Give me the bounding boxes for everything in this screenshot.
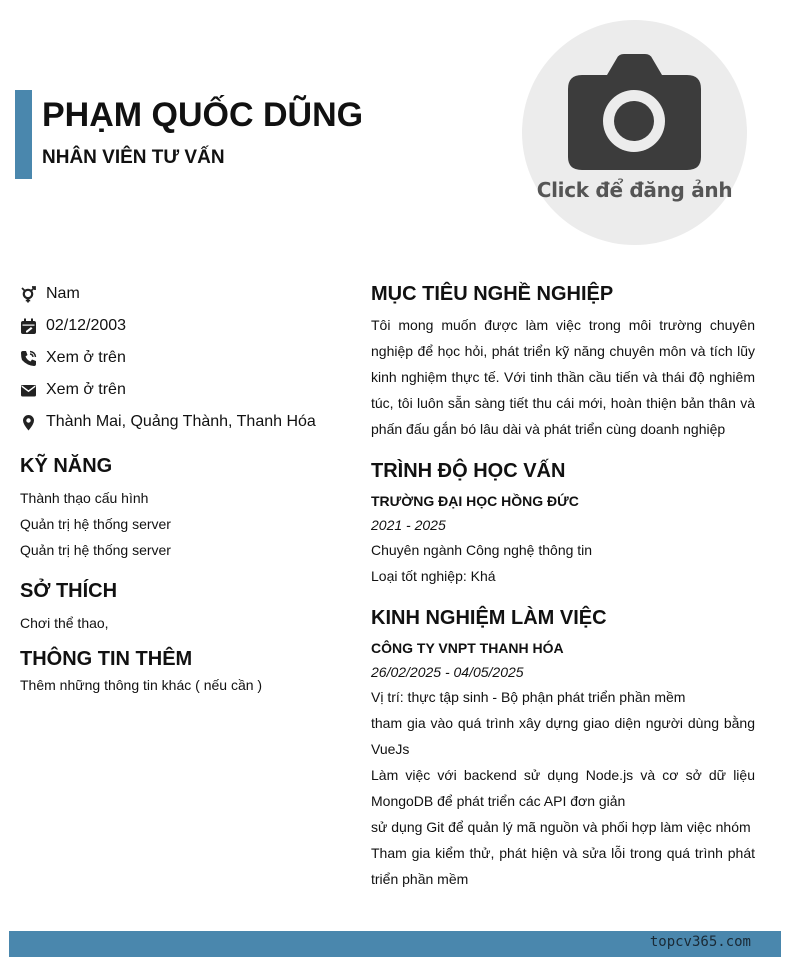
experience-line[interactable]: Làm việc với backend sử dụng Node.js và cơ sở dữ liệu MongoDB để phát triển các API đơn giản bbox=[371, 767, 755, 809]
phone-value[interactable]: Xem ở trên bbox=[46, 349, 126, 366]
extra-info-title: THÔNG TIN THÊM bbox=[20, 648, 193, 670]
address-row bbox=[20, 406, 316, 438]
contact-info bbox=[20, 278, 316, 438]
skill-item[interactable]: Quản trị hệ thống server bbox=[20, 516, 171, 532]
email-row bbox=[20, 374, 316, 406]
education-title: TRÌNH ĐỘ HỌC VẤN bbox=[371, 460, 566, 482]
skill-item[interactable]: Thành thạo cấu hình bbox=[20, 490, 149, 506]
gender-icon bbox=[20, 286, 37, 303]
hobbies-text[interactable]: Chơi thể thao, bbox=[20, 615, 109, 631]
email-value[interactable]: Xem ở trên bbox=[46, 381, 126, 398]
education-major[interactable]: Chuyên ngành Công nghệ thông tin bbox=[371, 542, 593, 558]
birthday-value[interactable]: 02/12/2003 bbox=[46, 317, 127, 334]
experience-period[interactable]: 26/02/2025 - 04/05/2025 bbox=[371, 664, 524, 680]
experience-section bbox=[371, 607, 755, 892]
experience-line[interactable]: Vị trí: thực tập sinh - Bộ phận phát triển phần mềm bbox=[371, 689, 686, 705]
hobbies-section bbox=[20, 580, 340, 636]
experience-title: KINH NGHIỆM LÀM VIỆC bbox=[371, 607, 607, 629]
envelope-icon bbox=[20, 382, 37, 399]
extra-info-section bbox=[20, 648, 340, 698]
skills-section bbox=[20, 455, 340, 563]
footer-bar bbox=[9, 931, 781, 957]
job-title[interactable]: NHÂN VIÊN TƯ VẤN bbox=[42, 147, 225, 168]
experience-line[interactable]: Tham gia kiểm thử, phát hiện và sửa lỗi trong quá trình phát triển phần mềm bbox=[371, 845, 755, 887]
education-period[interactable]: 2021 - 2025 bbox=[371, 517, 446, 533]
objective-section bbox=[371, 283, 755, 442]
photo-upload-label: Click để đăng ảnh bbox=[536, 178, 733, 202]
skill-item[interactable]: Quản trị hệ thống server bbox=[20, 542, 171, 558]
phone-icon bbox=[20, 350, 37, 367]
objective-text[interactable]: Tôi mong muốn được làm việc trong môi trường chuyên nghiệp để học hỏi, phát triển kỹ năng chuyên môn và tích lũy kinh nghiệm thực tế. Với tinh thần cầu tiến và thái độ nghiêm túc, tôi luôn sẵn sàng tiết thu cái mới, hoàn thiện bản thân và phấn đấu gắn bó lâu dài và phát triển cùng doanh nghiệp bbox=[371, 317, 755, 437]
footer-brand: topcv365.com bbox=[649, 934, 751, 950]
experience-line[interactable]: tham gia vào quá trình xây dựng giao diện người dùng bằng VueJs bbox=[371, 715, 755, 757]
camera-icon bbox=[567, 53, 702, 171]
skills-title: KỸ NĂNG bbox=[20, 455, 113, 477]
header-accent-bar bbox=[15, 90, 32, 179]
candidate-name[interactable]: PHẠM QUỐC DŨNG bbox=[42, 96, 364, 134]
extra-info-text[interactable]: Thêm những thông tin khác ( nếu cần ) bbox=[20, 677, 263, 693]
phone-row bbox=[20, 342, 316, 374]
company-name[interactable]: CÔNG TY VNPT THANH HÓA bbox=[371, 640, 564, 656]
objective-title: MỤC TIÊU NGHỀ NGHIỆP bbox=[371, 283, 614, 305]
education-grade[interactable]: Loại tốt nghiệp: Khá bbox=[371, 568, 496, 584]
calendar-icon bbox=[20, 318, 37, 335]
school-name[interactable]: TRƯỜNG ĐẠI HỌC HỒNG ĐỨC bbox=[371, 493, 579, 509]
hobbies-title: SỞ THÍCH bbox=[20, 580, 118, 602]
birthday-row bbox=[20, 310, 316, 342]
photo-upload[interactable] bbox=[522, 20, 747, 245]
location-pin-icon bbox=[20, 414, 37, 431]
gender-row bbox=[20, 278, 316, 310]
education-section bbox=[371, 460, 755, 589]
gender-value[interactable]: Nam bbox=[46, 285, 80, 302]
skills-list bbox=[20, 485, 340, 563]
address-value[interactable]: Thành Mai, Quảng Thành, Thanh Hóa bbox=[46, 413, 316, 430]
experience-line[interactable]: sử dụng Git để quản lý mã nguồn và phối hợp làm việc nhóm bbox=[371, 819, 751, 835]
